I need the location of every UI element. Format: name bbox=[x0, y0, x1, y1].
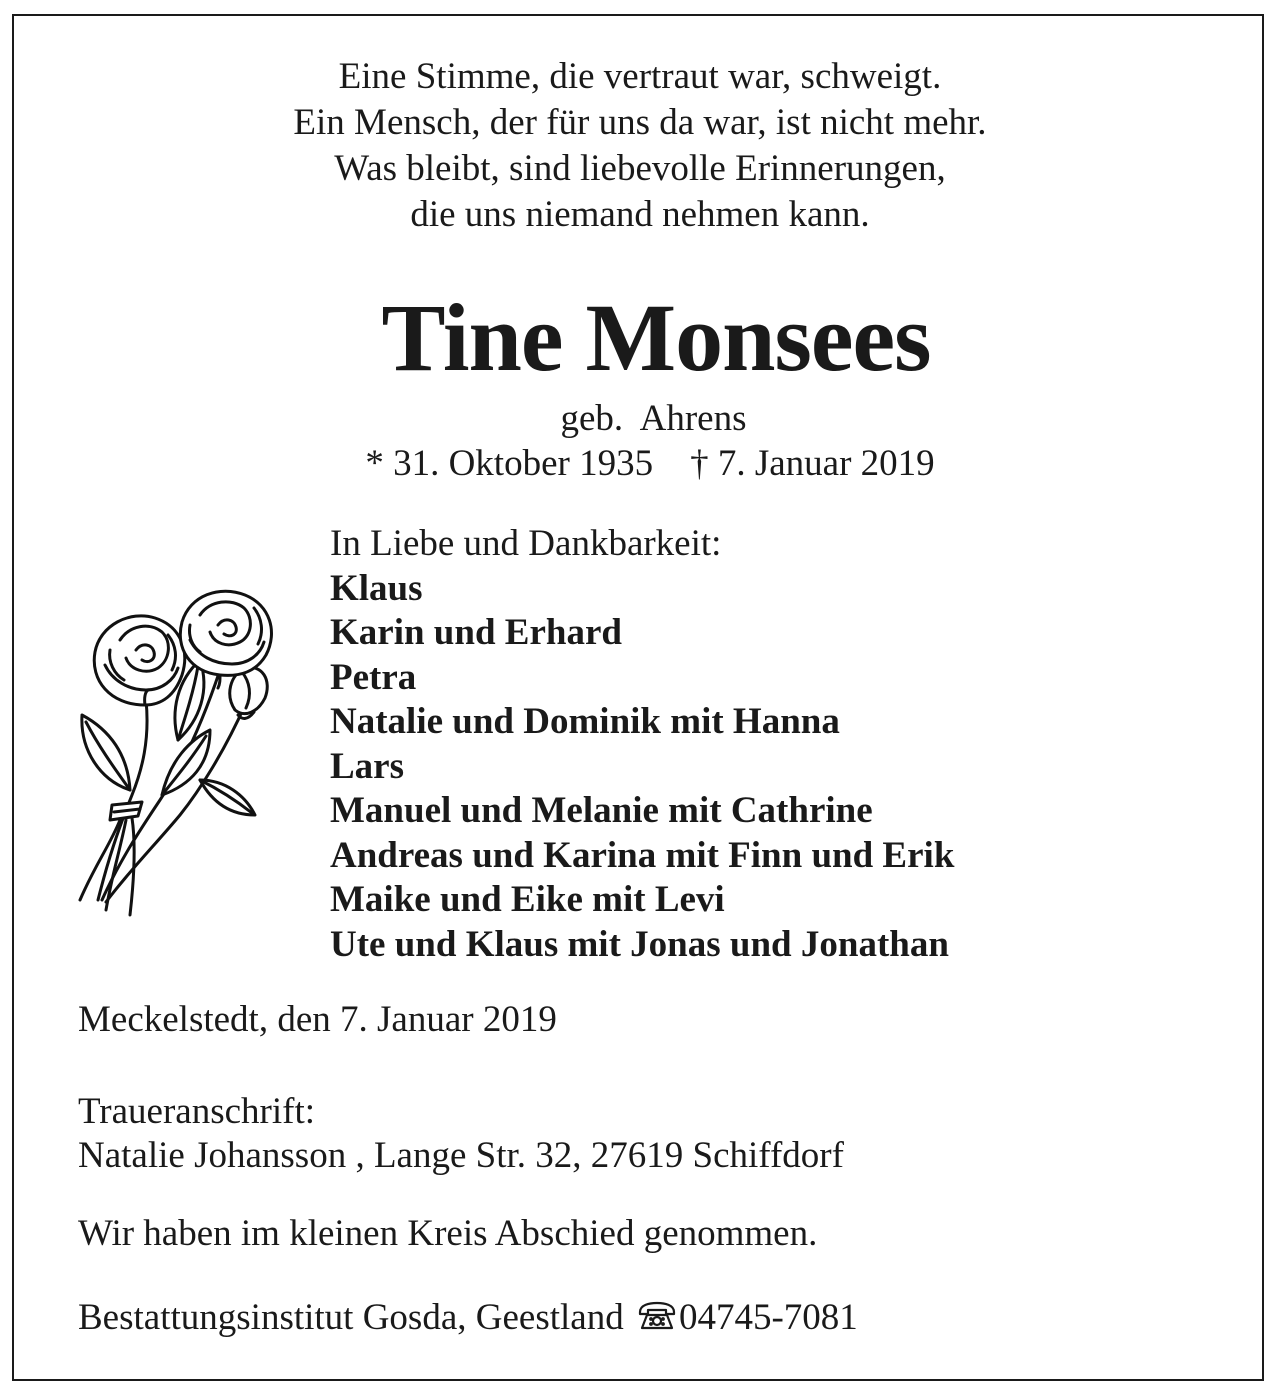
place-date: Meckelstedt, den 7. Januar 2019 bbox=[78, 999, 557, 1040]
family-member: Lars bbox=[330, 745, 404, 787]
life-dates bbox=[0, 441, 1280, 487]
born-name: geb. Ahrens bbox=[560, 398, 747, 439]
family-member: Ute und Klaus mit Jonas und Jonathan bbox=[330, 923, 949, 965]
family-member: Manuel und Melanie mit Cathrine bbox=[330, 790, 873, 831]
family-member: Natalie und Dominik mit Hanna bbox=[330, 701, 840, 742]
farewell-note: Wir haben im kleinen Kreis Abschied genommen. bbox=[78, 1213, 818, 1254]
mourning-address: Natalie Johansson , Lange Str. 32, 27619 Schiffdorf bbox=[78, 1135, 844, 1176]
family-member: Karin und Erhard bbox=[330, 612, 622, 653]
family-intro: In Liebe und Dankbarkeit: bbox=[330, 523, 722, 564]
poem-line: Eine Stimme, die vertraut war, schweigt. bbox=[338, 56, 942, 97]
telephone-icon bbox=[637, 1301, 677, 1331]
poem bbox=[0, 54, 1280, 238]
birth-date: * 31. Oktober 1935 bbox=[365, 443, 654, 484]
family-member: Andreas und Karina mit Finn und Erik bbox=[330, 834, 955, 876]
funeral-home-name: Bestattungsinstitut Gosda, Geestland bbox=[78, 1297, 624, 1338]
mourning-address-label: Traueranschrift: bbox=[78, 1091, 316, 1132]
family-member: Klaus bbox=[330, 567, 423, 609]
funeral-home bbox=[78, 1295, 858, 1341]
poem-line: Ein Mensch, der für uns da war, ist nicht mehr. bbox=[293, 102, 987, 143]
poem-line: Was bleibt, sind liebevolle Erinnerungen, bbox=[334, 148, 946, 189]
roses-icon bbox=[50, 580, 305, 925]
death-date: † 7. Januar 2019 bbox=[690, 443, 935, 484]
family-member: Maike und Eike mit Levi bbox=[330, 879, 725, 920]
family-member: Petra bbox=[330, 656, 417, 698]
deceased-name: Tine Monsees bbox=[381, 284, 931, 391]
poem-line: die uns niemand nehmen kann. bbox=[410, 194, 870, 235]
phone-number: 04745-7081 bbox=[678, 1297, 858, 1338]
family-list bbox=[330, 522, 954, 967]
